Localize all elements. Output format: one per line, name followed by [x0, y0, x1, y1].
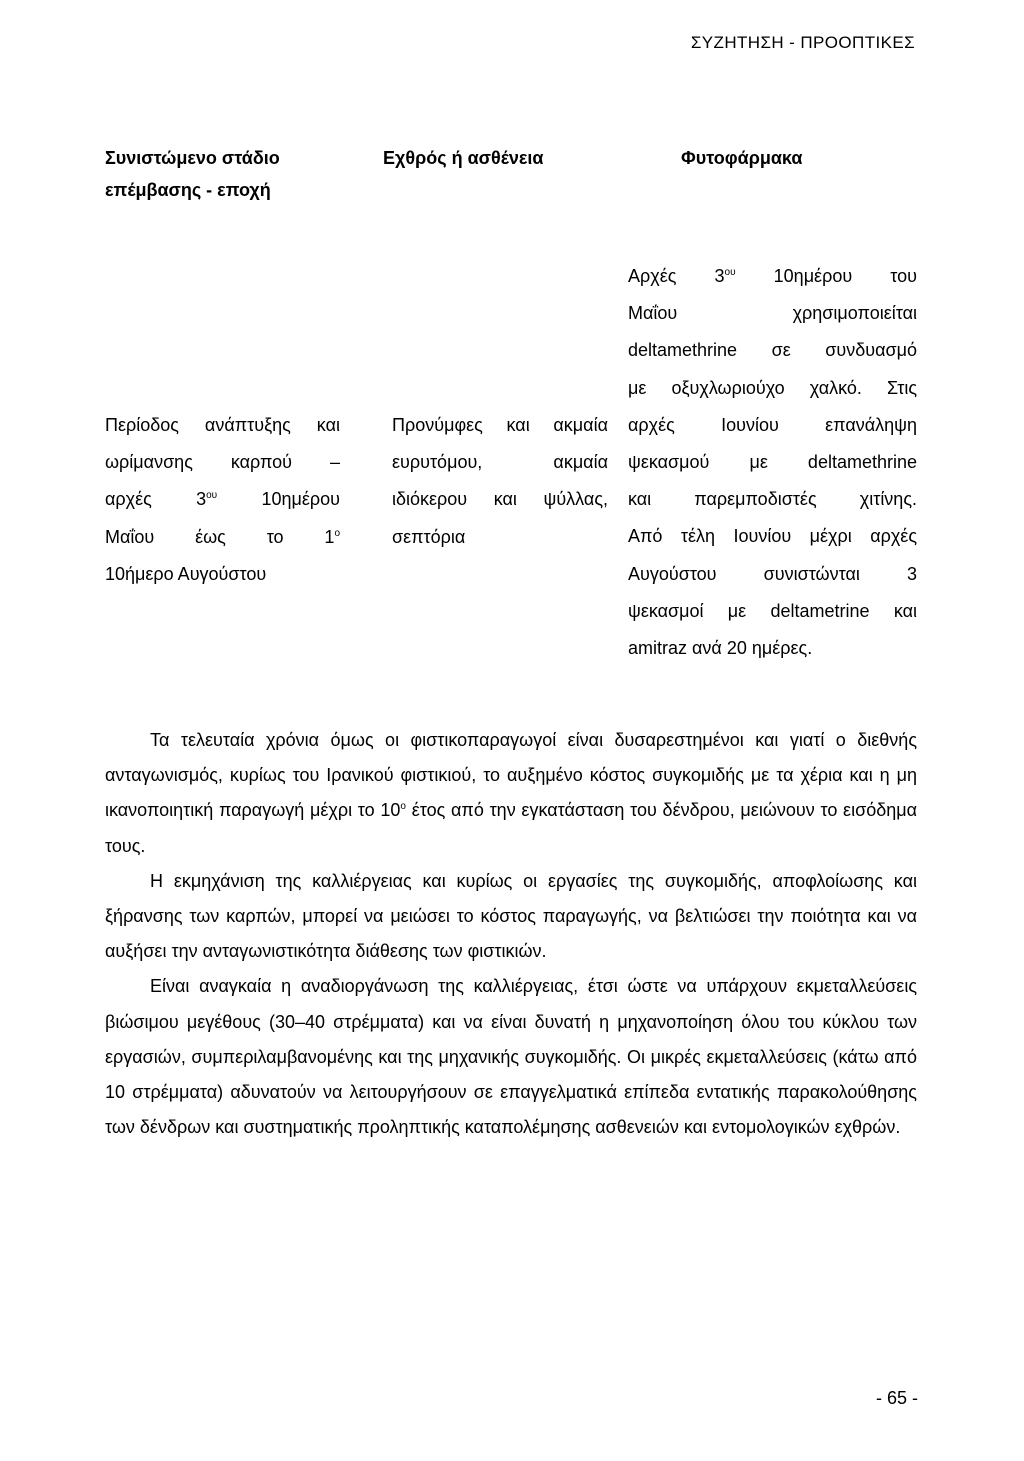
- cell-line: ψεκασμού με deltamethrine: [628, 452, 917, 473]
- table-header-row: [105, 142, 917, 206]
- cell-stage: [105, 258, 340, 667]
- page-number: - 65 -: [875, 1388, 918, 1408]
- cell-line: Μαΐου έως το $1^o$: [105, 526, 340, 547]
- cell-line: ευρυτόμου, ακμαία: [392, 452, 608, 473]
- cell-line: αρχές Ιουνίου επανάληψη: [628, 414, 917, 435]
- cell-line: Από τέλη Ιουνίου μέχρι αρχές: [628, 526, 917, 547]
- cell-line: ψεκασμοί με deltametrine και: [628, 600, 917, 621]
- cell-line: σεπτόρια: [392, 526, 466, 547]
- header-pesticides: Φυτοφάρμακα: [681, 148, 803, 168]
- cell-pesticides: [608, 258, 917, 667]
- cell-line: αρχές $3^{o\upsilon}$ 10ημέρου: [105, 489, 340, 510]
- cell-line: Περίοδος ανάπτυξης και: [105, 415, 340, 435]
- paragraph: [105, 723, 917, 864]
- paragraph-text: Τα τελευταία χρόνια όμως οι φιστικοπαραγωγοί είναι δυσαρεστημένοι και γιατί ο διεθνής ανταγωνισμός, κυρίως του Ιρανικού φιστικιού, το αυξημένο κόστος συγκομιδής με τα χέρια και η μη ικανοποιητική παραγωγή μέχρι το $10^o$ έτος από την εγκατάσταση του δένδρου, μειώνουν το εισόδημα τους.: [105, 730, 918, 856]
- cell-line: Προνύμφες και ακμαία: [392, 415, 608, 435]
- cell-line: Αυγούστου συνιστώνται 3: [628, 563, 917, 584]
- cell-line: και παρεμποδιστές χιτίνης.: [628, 489, 917, 510]
- cell-line: amitraz ανά 20 ημέρες.: [628, 638, 813, 659]
- header-stage: Συνιστώμενο στάδιο επέμβασης - εποχή: [105, 148, 280, 200]
- cell-pest: [340, 258, 608, 667]
- body-text: [105, 723, 917, 1145]
- cell-line: ωρίμανσης καρπού –: [105, 452, 340, 473]
- paragraph: [105, 969, 917, 1145]
- paragraph-text: Είναι αναγκαία η αναδιοργάνωση της καλλιέργειας, έτσι ώστε να υπάρχουν εκμεταλλεύσεις βιώσιμου μεγέθους (30–40 στρέμματα) και να είναι δυνατή η μηχανοποίηση όλου του κύκλου των εργασιών, συμπεριλαμβανομένης και της μηχανικής συγκομιδής. Οι μικρές εκμεταλλεύσεις (κάτω από 10 στρέμματα) αδυνατούν να λειτουργήσουν σε επαγγελματικά επίπεδα εντατικής παρακολούθησης των δένδρων και συστηματικής προληπτικής καταπολέμησης ασθενειών και εντομολογικών εχθρών.: [105, 976, 917, 1138]
- cell-line: με οξυχλωριούχο χαλκό. Στις: [628, 377, 917, 398]
- paragraph: [105, 864, 917, 970]
- cell-line: ιδιόκερου και ψύλλας,: [392, 489, 608, 510]
- pest-control-table: [105, 142, 917, 667]
- table-row: [105, 258, 917, 667]
- cell-line: Μαΐου χρησιμοποιείται: [628, 303, 917, 324]
- cell-line: 10ήμερο Αυγούστου: [105, 563, 267, 584]
- header-pest: Εχθρός ή ασθένεια: [383, 148, 544, 168]
- cell-line: deltamethrine σε συνδυασμό: [628, 340, 917, 361]
- cell-line: Αρχές $3^{o\upsilon}$ 10ημέρου του: [628, 266, 917, 286]
- running-header: ΣΥΖΗΤΗΣΗ - ΠΡΟΟΠΤΙΚΕΣ: [690, 33, 915, 52]
- paragraph-text: Η εκμηχάνιση της καλλιέργειας και κυρίως οι εργασίες της συγκομιδής, αποφλοίωσης και ξήρανσης των καρπών, μπορεί να μειώσει το κόστος παραγωγής, να βελτιώσει την ποιότητα και να αυξήσει την ανταγωνιστικότητα διάθεσης των φιστικιών.: [105, 870, 917, 962]
